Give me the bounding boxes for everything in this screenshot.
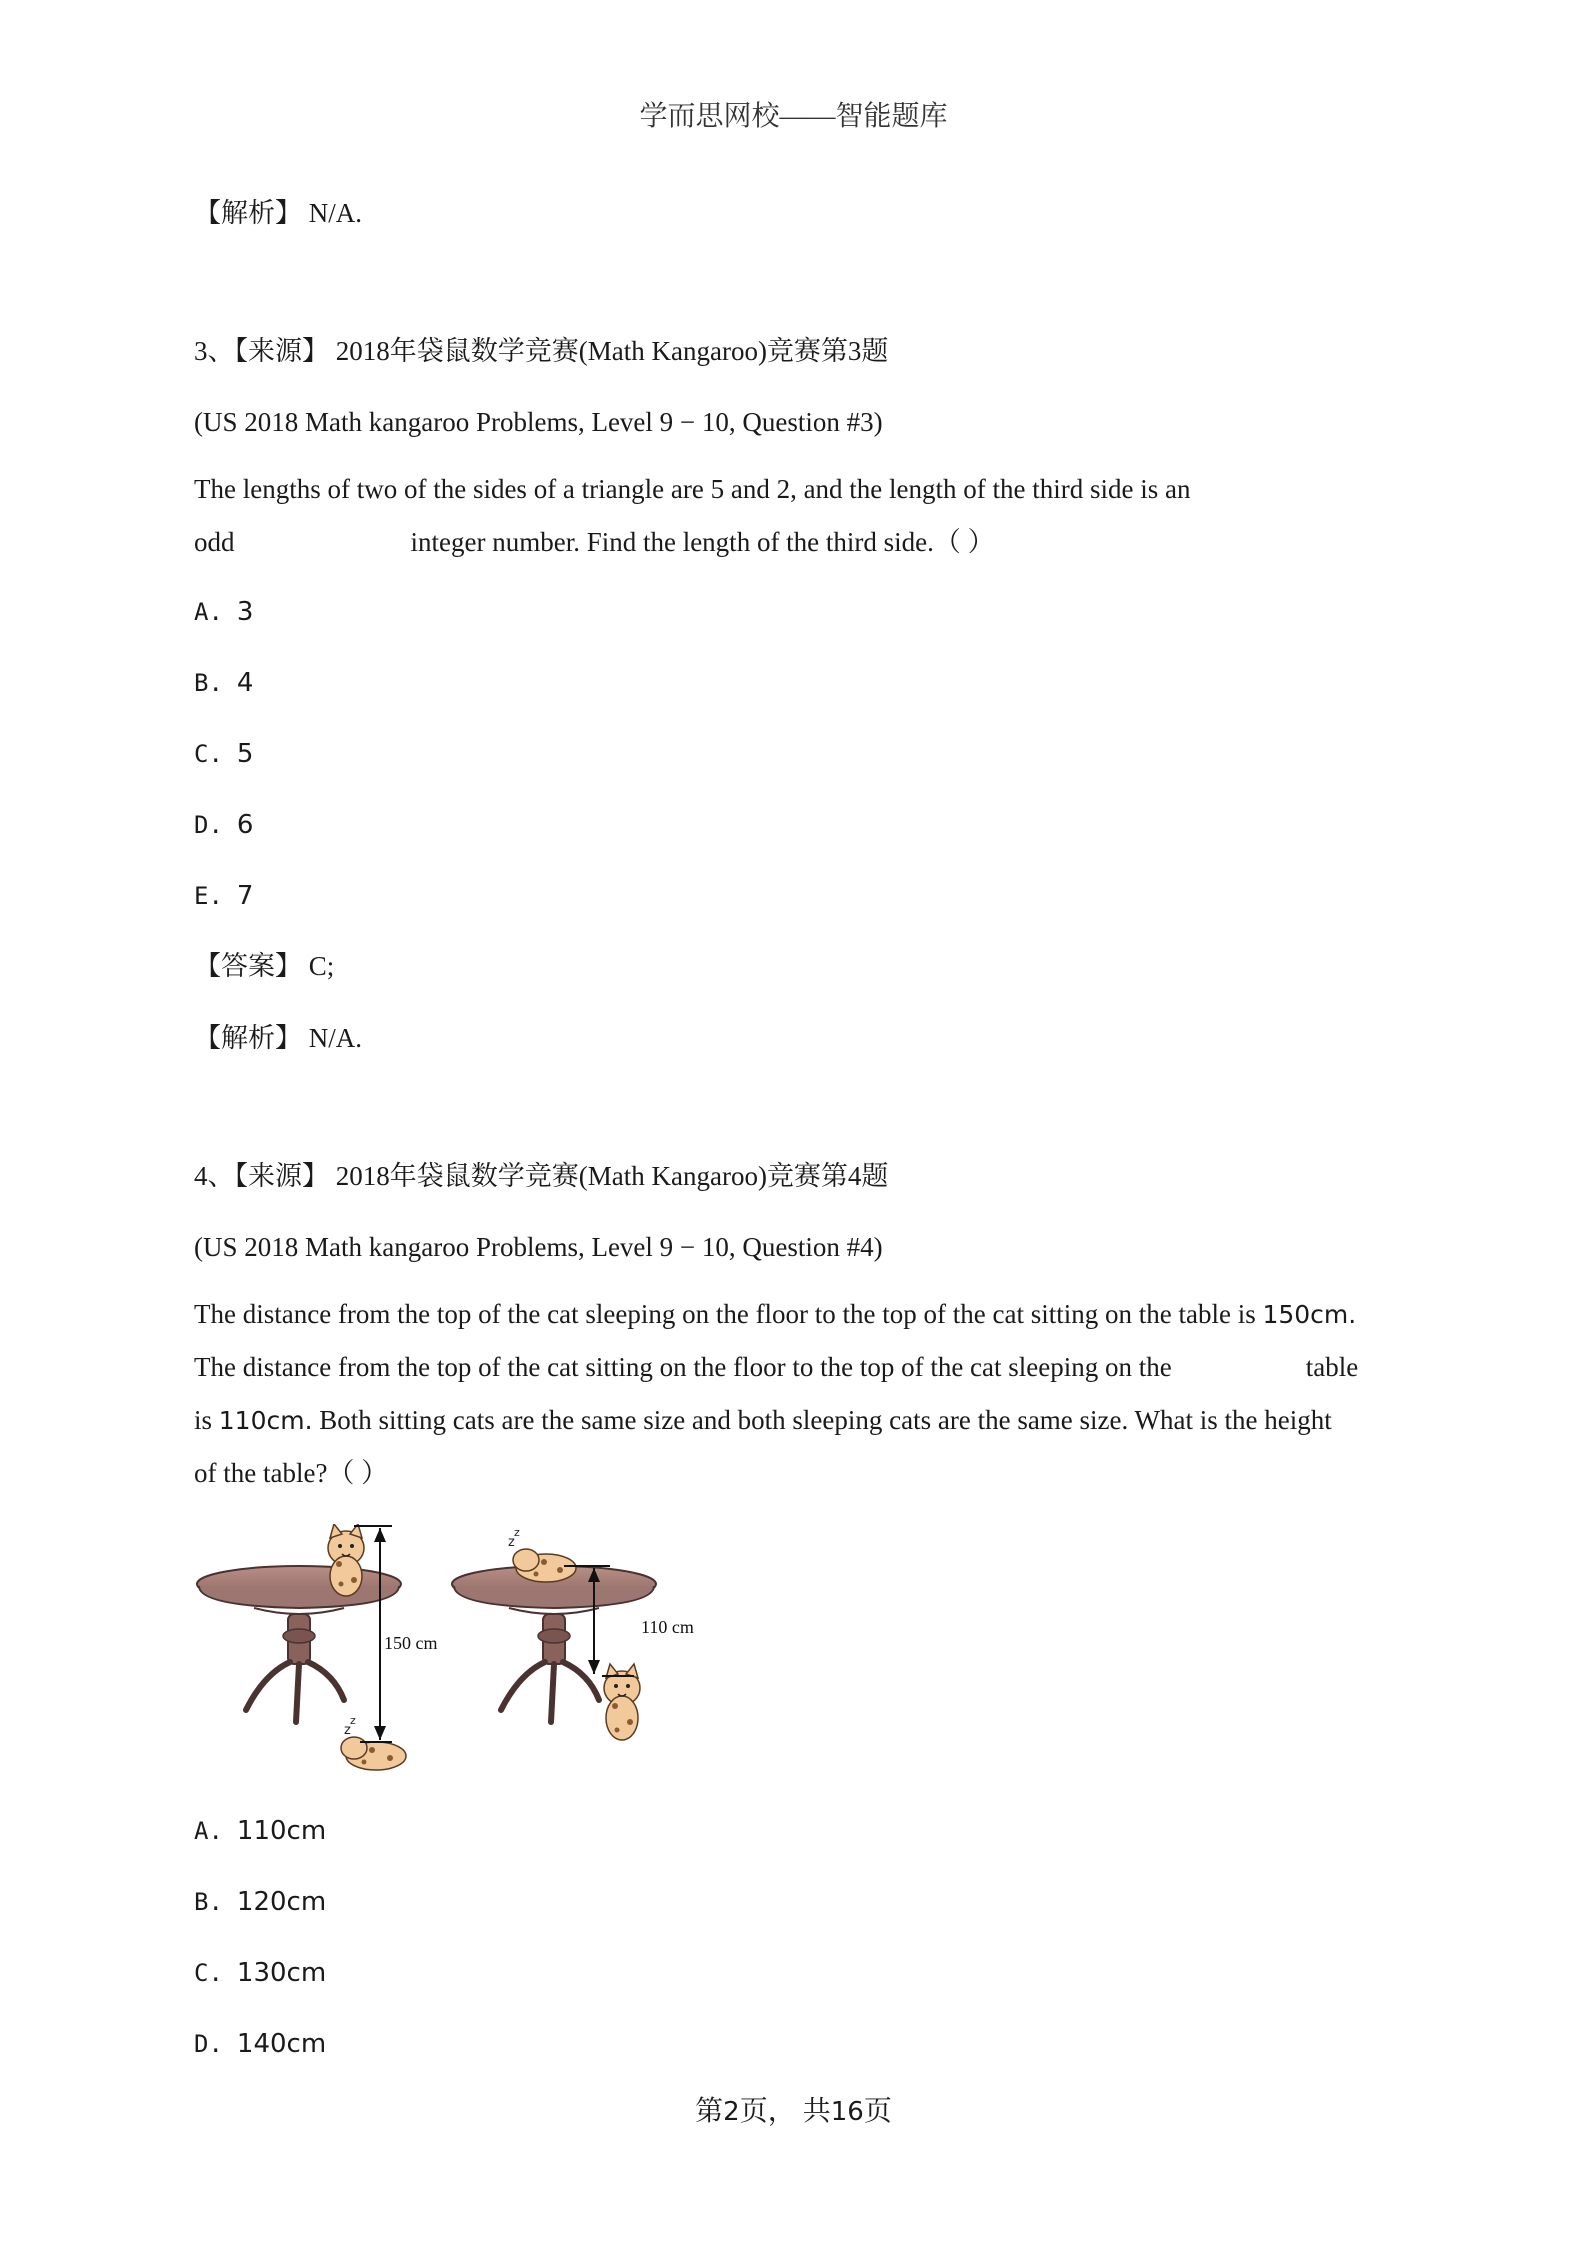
q3-stem-odd: odd [194,527,235,557]
q3-option-a [194,596,253,627]
footer-mid: 页， 共 [739,2096,831,2127]
option-letter: C. [194,1959,223,1987]
option-value: 7 [236,881,254,911]
option-value: 5 [236,739,254,769]
q4-stem-text: The distance from the top of the cat sleeping on the floor to the top of the cat sitting on the table is [194,1299,1256,1329]
q3-option-d [194,809,253,840]
option-letter: B. [194,669,223,697]
footer-prefix: 第 [695,2096,724,2127]
right-sleeping-cat [508,1526,576,1582]
q3-option-e [194,880,253,911]
q4-option-c [194,1957,326,1988]
q3-reference: (US 2018 Math kangaroo Problems, Level 9 − 10, Question #3) [194,407,883,437]
option-value: 110cm [236,1816,327,1846]
svg-text:z: z [508,1535,515,1550]
q3-stem-rest: integer number. Find the length of the third side.（ ） [410,527,995,557]
q4-stem-text: is [194,1405,213,1435]
q3-analysis: 【解析】 N/A. [194,1023,362,1053]
q4-stem-line1 [194,1296,1356,1333]
left-dimension-label: 150 cm [384,1633,438,1653]
option-value: 4 [236,668,254,698]
footer-suffix: 页 [863,2096,892,2127]
q4-option-b [194,1886,326,1917]
q4-stem-line2 [194,1349,1358,1385]
q4-source: 4、【来源】 2018年袋鼠数学竞赛(Math Kangaroo)竞赛第4题 [194,1161,889,1191]
option-letter: A. [194,1817,223,1845]
option-value: 140cm [236,2029,327,2059]
svg-text:z: z [350,1714,356,1727]
option-value: 6 [236,810,254,840]
q4-option-a [194,1815,326,1846]
option-value: 3 [236,597,254,627]
left-sitting-cat [328,1524,364,1596]
svg-text:z: z [514,1526,520,1539]
footer-total-pages: 16 [830,2097,864,2127]
page-footer [0,2089,1587,2129]
left-table-illustration [197,1566,401,1722]
svg-text:z: z [344,1723,351,1738]
right-dimension-label: 110 cm [641,1617,694,1637]
q3-option-c [194,738,253,769]
option-letter: A. [194,598,223,626]
option-letter: D. [194,2030,223,2058]
prev-analysis: 【解析】 N/A. [194,198,362,228]
q4-stem-text: The distance from the top of the cat sitting on the floor to the top of the cat sleeping on the [194,1352,1172,1382]
q4-stem-line4: of the table?（ ） [194,1458,389,1488]
option-letter: C. [194,740,223,768]
q4-stem-text: Both sitting cats are the same size and both sleeping cats are the same size. What is the height [319,1405,1332,1435]
option-value: 120cm [236,1887,327,1917]
footer-page-number: 2 [723,2097,740,2127]
q4-stem-table: table [1305,1352,1359,1382]
option-letter: E. [194,882,223,910]
q4-stem-110: 110cm. [218,1406,313,1435]
q3-option-b [194,667,253,698]
option-letter: D. [194,811,223,839]
q4-reference: (US 2018 Math kangaroo Problems, Level 9 − 10, Question #4) [194,1232,883,1262]
q3-stem-line2 [194,524,995,560]
q3-source: 3、【来源】 2018年袋鼠数学竞赛(Math Kangaroo)竞赛第3题 [194,336,889,366]
q3-answer: 【答案】 C; [194,951,335,981]
option-value: 130cm [236,1958,327,1988]
q4-stem-line3 [194,1402,1332,1439]
q4-option-d [194,2028,326,2059]
option-letter: B. [194,1888,223,1916]
cats-tables-figure [194,1524,714,1774]
page-header: 学而思网校——智能题库 [639,101,948,132]
q4-stem-150: 150cm. [1262,1300,1357,1329]
q3-stem-line1: The lengths of two of the sides of a triangle are 5 and 2, and the length of the third side is an [194,474,1191,504]
